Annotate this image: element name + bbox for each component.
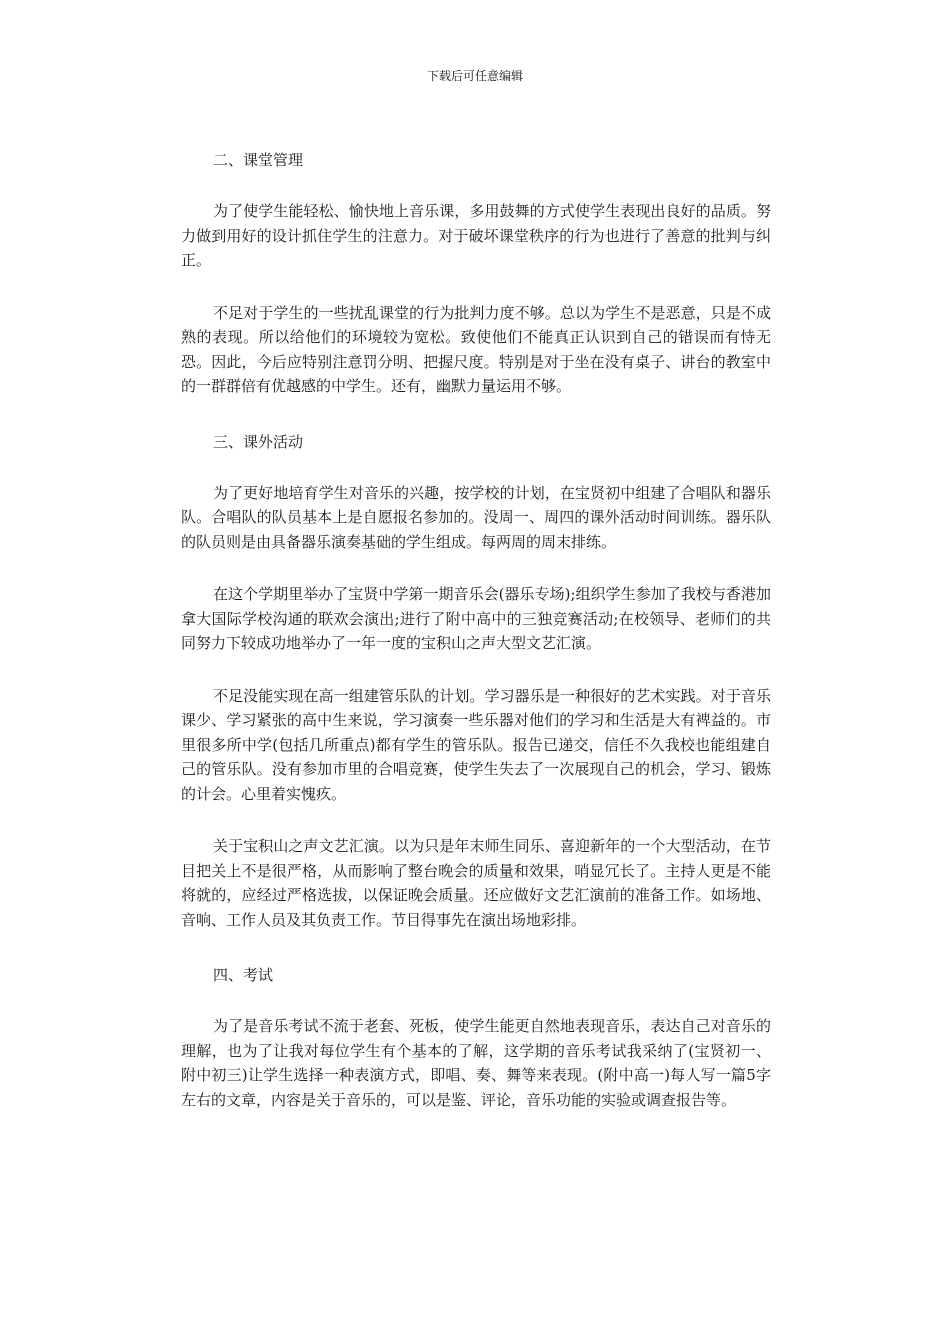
paragraph: 为了使学生能轻松、愉快地上音乐课，多用鼓舞的方式使学生表现出良好的品质。努力做到用好的设计抓住学生的注意力。对于破坏课堂秩序的行为也进行了善意的批判与纠正。	[181, 202, 771, 269]
paragraph: 为了更好地培育学生对音乐的兴趣，按学校的计划，在宝贤初中组建了合唱队和器乐队。合唱队的队员基本上是自愿报名参加的。没周一、周四的课外活动时间训练。器乐队的队员则是由具备器乐演奏基础的学生组成。每两周的周末排练。	[181, 483, 771, 551]
section-heading-classroom-management: 二、课堂管理	[213, 151, 304, 169]
paragraph: 在这个学期里举办了宝贤中学第一期音乐会(器乐专场);组织学生参加了我校与香港加拿大国际学校沟通的联欢会演出;进行了附中高中的三独竞赛活动;在校领导、老师们的共同努力下较成功地举办了一年一度的宝积山之声大型文艺汇演。	[181, 585, 771, 652]
paragraph: 不足没能实现在高一组建管乐队的计划。学习器乐是一种很好的艺术实践。对于音乐课少、学习紧张的高中生来说，学习演奏一些乐器对他们的学习和生活是大有裨益的。市里很多所中学(包括几所重点)都有学生的管乐队。报告已递交，信任不久我校也能组建自己的管乐队。没有参加市里的合唱竞赛，使学生失去了一次展现自己的机会，学习、锻炼的计会。心里着实愧疚。	[181, 686, 771, 803]
section-heading-exam: 四、考试	[213, 966, 274, 984]
section-heading-extracurricular: 三、课外活动	[213, 432, 304, 451]
paragraph: 为了是音乐考试不流于老套、死板，使学生能更自然地表现音乐，表达自己对音乐的理解，也为了让我对每位学生有个基本的了解，这学期的音乐考试我采纳了(宝贤初一、附中初三)让学生选择一种表演方式，即唱、奏、舞等来表现。(附中高一)每人写一篇5字左右的文章，内容是关于音乐的，可以是鉴、评论，音乐功能的实验或调查报告等。	[181, 1017, 771, 1109]
page-header-note: 下载后可任意编辑	[426, 69, 523, 83]
paragraph: 关于宝积山之声文艺汇演。以为只是年末师生同乐、喜迎新年的一个大型活动，在节目把关上不是很严格，从而影响了整台晚会的质量和效果，哨显冗长了。主持人更是不能将就的，应经过严格选拔，以保证晚会质量。还应做好文艺汇演前的准备工作。如场地、音响、工作人员及其负责工作。节目得事先在演出场地彩排。	[181, 837, 771, 929]
document-body	[181, 145, 771, 1112]
paragraph: 不足对于学生的一些扰乱课堂的行为批判力度不够。总以为学生不是恶意，只是不成熟的表现。所以给他们的环境较为宽松。致使他们不能真正认识到自己的错误而有恃无恐。因此，今后应特别注意罚分明、把握尺度。特别是对于坐在没有桌子、讲台的教室中的一群群倍有优越感的中学生。还有，幽默力量运用不够。	[181, 303, 771, 395]
